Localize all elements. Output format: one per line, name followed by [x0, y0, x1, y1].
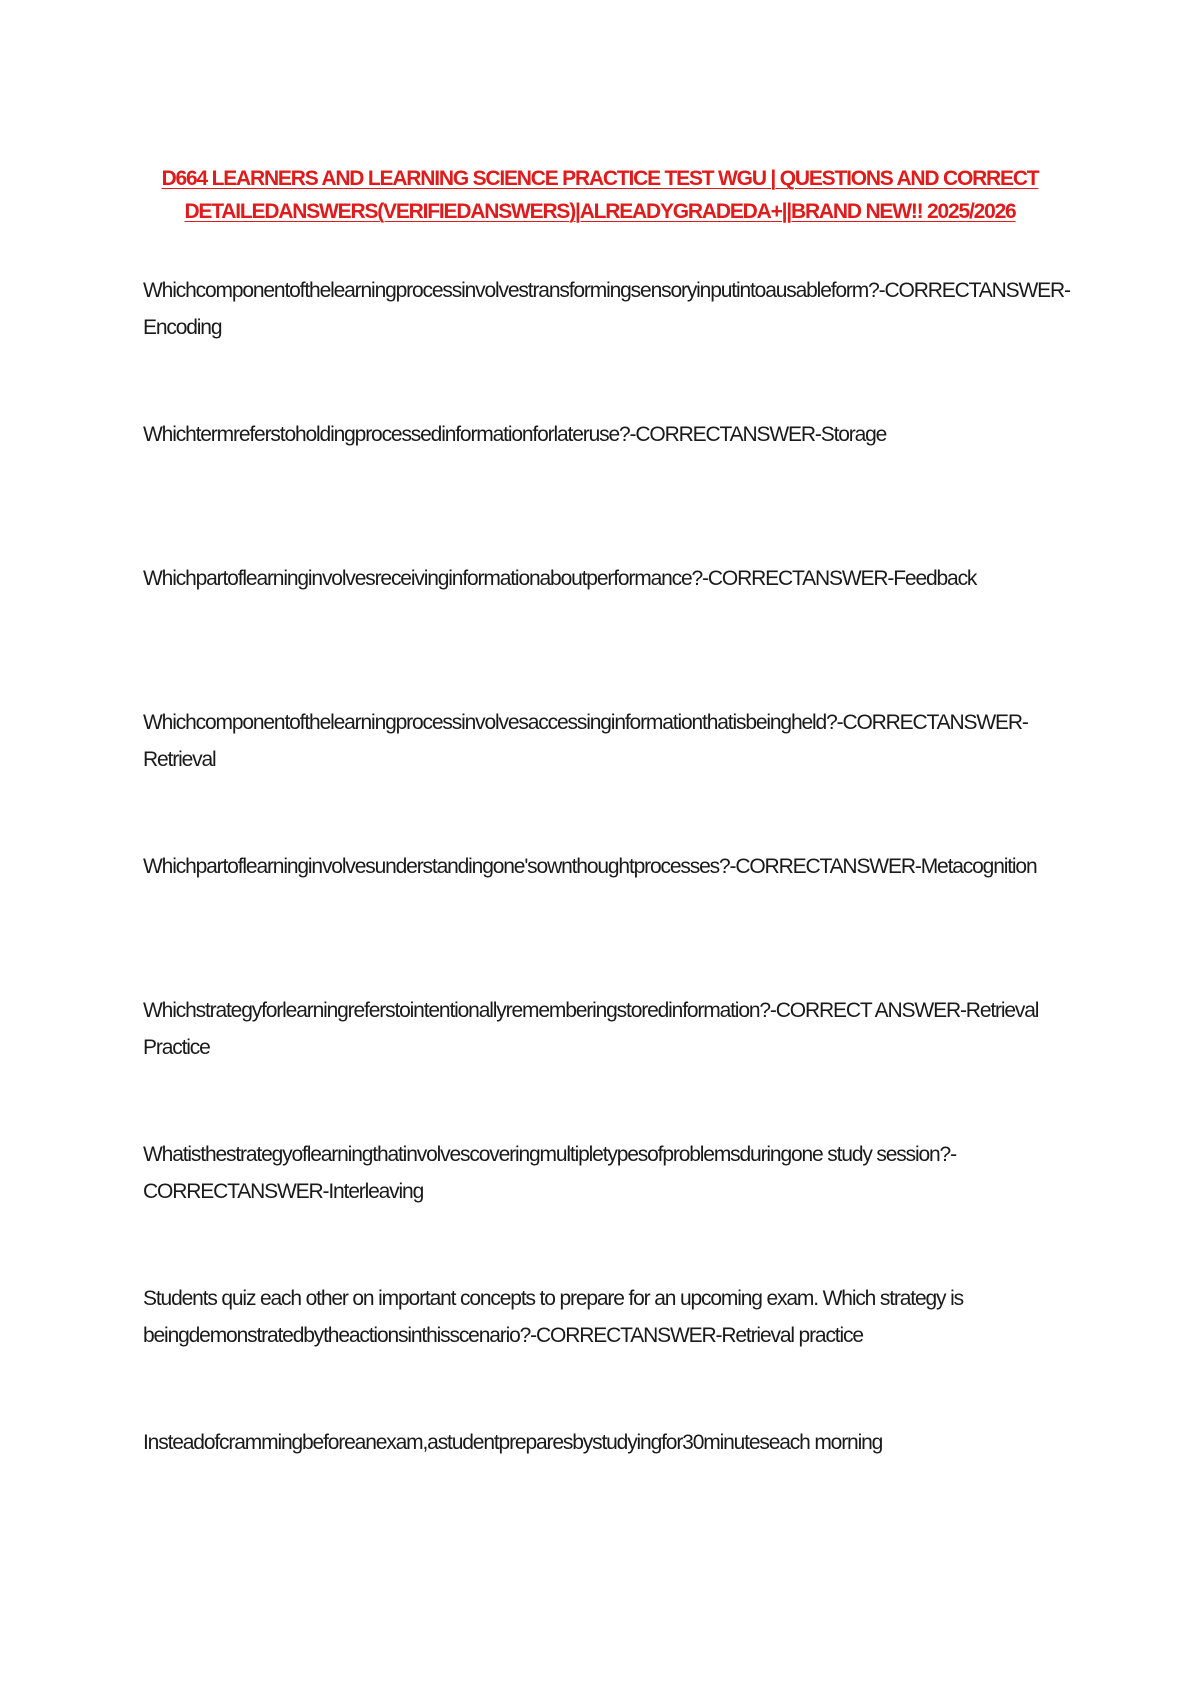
question-answer-item: Insteadofcrammingbeforeanexam,astudentpreparesbystudyingfor30minuteseach morning: [143, 1431, 883, 1454]
question-answer-item: Whichpartoflearninginvolvesunderstandingone'sownthoughtprocesses?-CORRECTANSWER-Metacognition: [143, 855, 1037, 878]
question-answer-item: Students quiz each other on important concepts to prepare for an upcoming exam. Which strategy is beingdemonstratedbytheactionsinthisscenario?-CORRECTANSWER-Retrieval practice: [143, 1287, 963, 1347]
question-answer-item: Whichpartoflearninginvolvesreceivinginformationaboutperformance?-CORRECTANSWER-Feedback: [143, 567, 977, 590]
question-answer-item: Whichcomponentofthelearningprocessinvolvestransformingsensoryinputintoausableform?-CORRECTANSWER-Encoding: [143, 279, 1070, 339]
question-answer-item: Whichtermreferstoholdingprocessedinformationforlateruse?-CORRECTANSWER-Storage: [143, 423, 887, 446]
document-title: D664 LEARNERS AND LEARNING SCIENCE PRACTICE TEST WGU | QUESTIONS AND CORRECT DETAILEDANSWERS(VERIFIEDANSWERS)|ALREADYGRADEDA+||BRAND NEW!! 2025/2026: [161, 167, 1039, 223]
question-answer-list: [143, 272, 1073, 1568]
question-answer-item: Whichstrategyforlearningreferstointentionallyrememberingstoredinformation?-CORRECT ANSWER-Retrieval Practice: [143, 999, 1039, 1059]
question-answer-item: Whichcomponentofthelearningprocessinvolvesaccessinginformationthatisbeingheld?-CORRECTANSWER-Retrieval: [143, 711, 1028, 771]
question-answer-item: Whatisthestrategyoflearningthatinvolvescoveringmultipletypesofproblemsduringone study session?-CORRECTANSWER-Interleaving: [143, 1143, 956, 1203]
